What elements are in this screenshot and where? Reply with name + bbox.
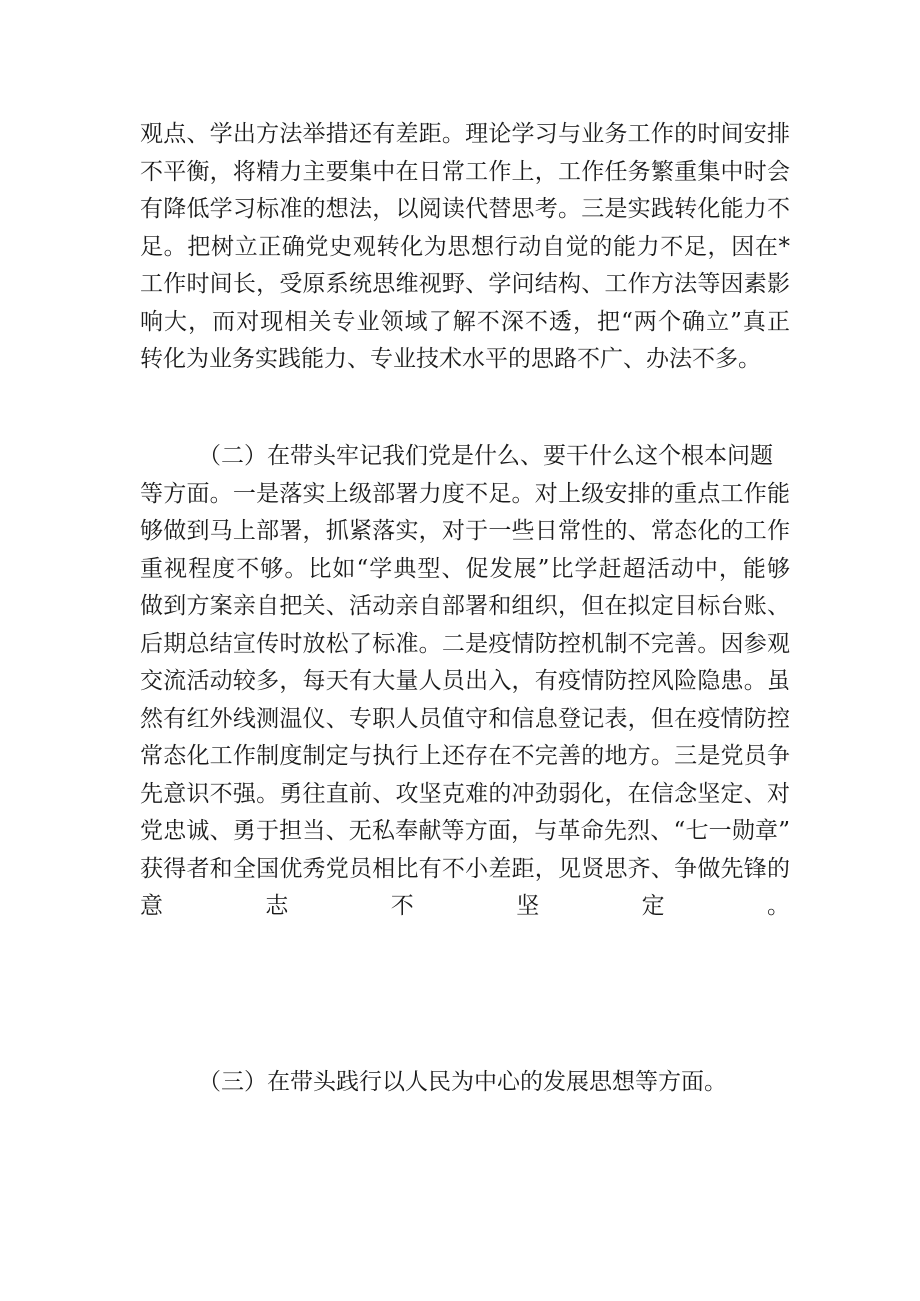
text-line: 党忠诚、勇于担当、无私奉献等方面，与革命先烈、“七一勋章” xyxy=(140,818,790,844)
text-line: 常态化工作制度制定与执行上还存在不完善的地方。三是党员争 xyxy=(140,743,790,769)
text-line: 够做到马上部署，抓紧落实，对于一些日常性的、常态化的工作 xyxy=(140,518,790,544)
text-line xyxy=(140,926,790,964)
text-line: 获得者和全国优秀党员相比有不小差距，见贤思齐、争做先锋的 xyxy=(140,855,790,882)
text-line: 转化为业务实践能力、专业技术水平的思路不广、办法不多。 xyxy=(140,346,761,372)
text-line: 后期总结宣传时放松了标准。二是疫情防控机制不完善。因参观 xyxy=(140,630,790,657)
paragraph-practice-ability xyxy=(140,116,790,379)
text-line: 意志不坚定。 xyxy=(140,893,790,919)
text-line: 工作时间长，受原系统思维视野、学问结构、工作方法等因素影 xyxy=(140,271,790,297)
text-line: 观点、学出方法举措还有差距。理论学习与业务工作的时间安排 xyxy=(140,121,790,147)
text-line: 重视程度不够。比如“学典型、促发展”比学赶超活动中，能够 xyxy=(140,555,790,582)
text-line: 做到方案亲自把关、活动亲自部署和组织，但在拟定目标台账、 xyxy=(140,593,790,619)
text-line: 不平衡，将精力主要集中在日常工作上，工作任务繁重集中时会 xyxy=(140,158,790,185)
paragraph-section-three xyxy=(140,1064,790,1102)
text-line: 交流活动较多，每天有大量人员出入，有疫情防控风险隐患。虽 xyxy=(140,668,790,694)
text-line: 有降低学习标准的想法，以阅读代替思考。三是实践转化能力不 xyxy=(140,196,790,222)
paragraph-section-two xyxy=(140,438,790,963)
text-line: 等方面。一是落实上级部署力度不足。对上级安排的重点工作能 xyxy=(140,480,790,507)
text-line: 响大，而对现相关专业领域了解不深不透，把“两个确立”真正 xyxy=(140,308,790,335)
section-heading-three: （三）在带头践行以人民为中心的发展思想等方面。 xyxy=(198,1069,727,1095)
section-heading-two: （二）在带头牢记我们党是什么、要干什么这个根本问题 xyxy=(198,443,773,469)
text-line: 先意识不强。勇往直前、攻坚克难的冲劲弱化，在信念坚定、对 xyxy=(140,780,790,807)
text-line: 然有红外线测温仪、专职人员值守和信息登记表，但在疫情防控 xyxy=(140,705,790,732)
text-line: 足。把树立正确党史观转化为思想行动自觉的能力不足，因在* xyxy=(140,233,790,260)
